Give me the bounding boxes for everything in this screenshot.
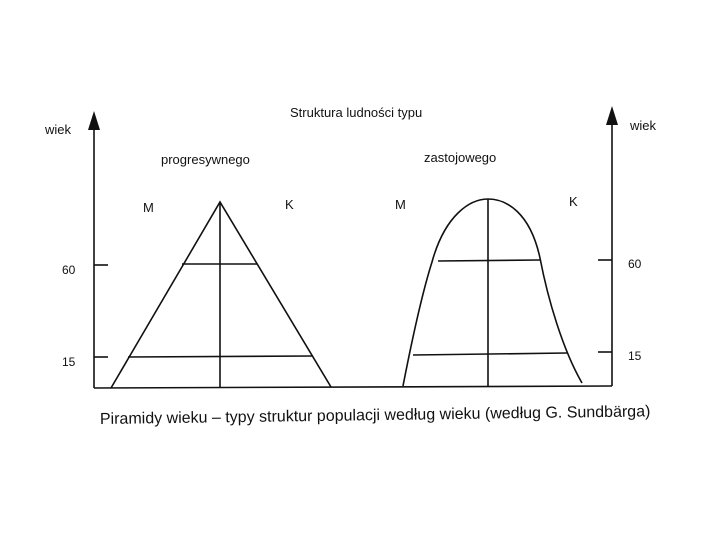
stagnant-right-label: K xyxy=(569,194,578,209)
right-age-axis xyxy=(598,106,657,386)
stagnant-left-label: M xyxy=(395,197,406,212)
progressive-pyramid-label: progresywnego xyxy=(161,152,250,167)
right-axis-label: wiek xyxy=(630,118,657,133)
right-tick-label-15: 15 xyxy=(628,349,642,363)
progressive-line-15 xyxy=(128,356,313,357)
stagnant-line-15 xyxy=(413,353,567,355)
left-axis-label: wiek xyxy=(45,122,72,137)
stagnant-outline xyxy=(403,199,582,386)
progressive-right-label: K xyxy=(285,197,294,212)
diagram-caption: Piramidy wieku – typy struktur populacji według wieku (według G. Sundbärga) xyxy=(99,403,651,428)
stagnant-pyramid xyxy=(395,150,582,386)
baseline xyxy=(94,386,612,388)
left-tick-label-60: 60 xyxy=(62,263,76,277)
diagram-title: Struktura ludności typu xyxy=(290,105,423,120)
right-tick-label-60: 60 xyxy=(628,257,642,271)
progressive-left-label: M xyxy=(143,200,154,215)
left-tick-label-15: 15 xyxy=(62,355,76,369)
progressive-pyramid xyxy=(111,152,331,388)
stagnant-line-60 xyxy=(438,260,540,261)
left-axis-arrow-icon xyxy=(88,111,100,130)
progressive-outline xyxy=(111,202,331,388)
stagnant-pyramid-label: zastojowego xyxy=(424,150,497,165)
right-axis-arrow-icon xyxy=(606,106,618,125)
left-age-axis xyxy=(44,111,108,388)
